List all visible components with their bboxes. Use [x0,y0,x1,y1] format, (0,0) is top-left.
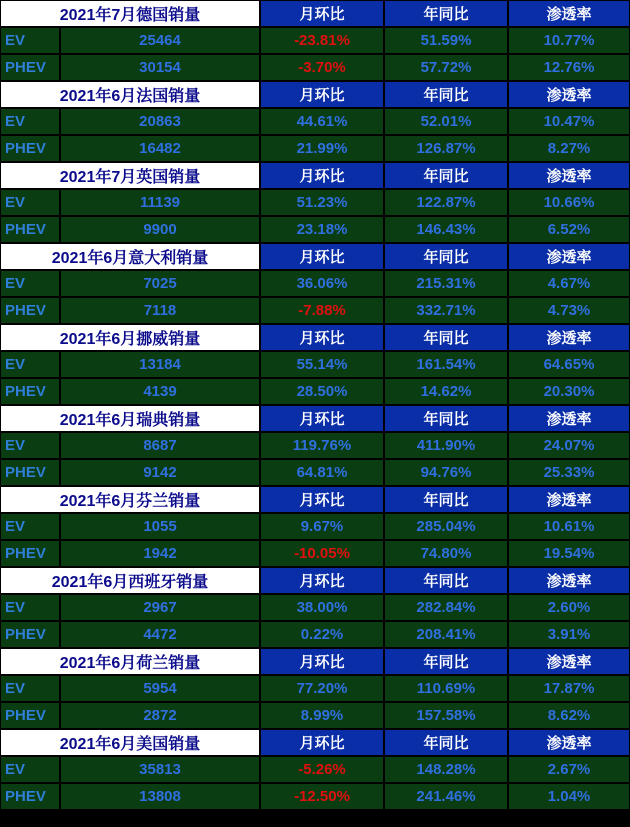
year-over-year-value: 332.71% [384,297,508,324]
sales-volume: 11139 [60,189,260,216]
column-header-metric3: 渗透率 [508,324,630,351]
sales-volume: 1055 [60,513,260,540]
year-over-year-value: 57.72% [384,54,508,81]
block-title: 2021年6月挪威销量 [0,324,260,351]
column-header-metric1: 月环比 [260,405,384,432]
penetration-rate-value: 20.30% [508,378,630,405]
sales-volume: 9900 [60,216,260,243]
block-title: 2021年6月法国销量 [0,81,260,108]
country-block [0,324,630,405]
year-over-year-value: 110.69% [384,675,508,702]
table-row [0,216,630,243]
powertrain-label: PHEV [0,540,60,567]
column-header-metric1: 月环比 [260,162,384,189]
penetration-rate-value: 10.47% [508,108,630,135]
penetration-rate-value: 3.91% [508,621,630,648]
column-header-metric1: 月环比 [260,243,384,270]
penetration-rate-value: 4.73% [508,297,630,324]
country-block [0,81,630,162]
month-over-month-value: 23.18% [260,216,384,243]
table-header-row [0,81,630,108]
sales-volume: 30154 [60,54,260,81]
penetration-rate-value: 10.61% [508,513,630,540]
sales-volume: 7118 [60,297,260,324]
table-row [0,675,630,702]
year-over-year-value: 208.41% [384,621,508,648]
year-over-year-value: 94.76% [384,459,508,486]
year-over-year-value: 14.62% [384,378,508,405]
penetration-rate-value: 25.33% [508,459,630,486]
year-over-year-value: 282.84% [384,594,508,621]
block-title: 2021年6月意大利销量 [0,243,260,270]
table-header-row [0,729,630,756]
penetration-rate-value: 8.62% [508,702,630,729]
column-header-metric2: 年同比 [384,162,508,189]
powertrain-label: PHEV [0,621,60,648]
column-header-metric1: 月环比 [260,0,384,27]
country-block [0,648,630,729]
year-over-year-value: 74.80% [384,540,508,567]
year-over-year-value: 411.90% [384,432,508,459]
month-over-month-value: -7.88% [260,297,384,324]
month-over-month-value: -12.50% [260,783,384,810]
powertrain-label: EV [0,27,60,54]
month-over-month-value: 77.20% [260,675,384,702]
column-header-metric2: 年同比 [384,0,508,27]
powertrain-label: PHEV [0,702,60,729]
block-title: 2021年6月芬兰销量 [0,486,260,513]
column-header-metric3: 渗透率 [508,648,630,675]
column-header-metric1: 月环比 [260,567,384,594]
table-header-row [0,0,630,27]
column-header-metric3: 渗透率 [508,0,630,27]
table-header-row [0,405,630,432]
penetration-rate-value: 12.76% [508,54,630,81]
year-over-year-value: 148.28% [384,756,508,783]
column-header-metric1: 月环比 [260,81,384,108]
block-title: 2021年7月德国销量 [0,0,260,27]
column-header-metric1: 月环比 [260,486,384,513]
column-header-metric2: 年同比 [384,648,508,675]
month-over-month-value: 119.76% [260,432,384,459]
penetration-rate-value: 10.77% [508,27,630,54]
table-header-row [0,162,630,189]
block-title: 2021年6月美国销量 [0,729,260,756]
month-over-month-value: 21.99% [260,135,384,162]
table-header-row [0,324,630,351]
month-over-month-value: -5.26% [260,756,384,783]
year-over-year-value: 157.58% [384,702,508,729]
table-row [0,540,630,567]
column-header-metric1: 月环比 [260,729,384,756]
table-row [0,513,630,540]
column-header-metric3: 渗透率 [508,81,630,108]
month-over-month-value: -3.70% [260,54,384,81]
penetration-rate-value: 2.67% [508,756,630,783]
block-title: 2021年6月瑞典销量 [0,405,260,432]
block-title: 2021年6月西班牙销量 [0,567,260,594]
column-header-metric3: 渗透率 [508,405,630,432]
column-header-metric2: 年同比 [384,81,508,108]
year-over-year-value: 51.59% [384,27,508,54]
penetration-rate-value: 6.52% [508,216,630,243]
powertrain-label: PHEV [0,378,60,405]
table-header-row [0,648,630,675]
block-title: 2021年7月英国销量 [0,162,260,189]
sales-volume: 8687 [60,432,260,459]
month-over-month-value: 8.99% [260,702,384,729]
sales-volume: 2872 [60,702,260,729]
powertrain-label: EV [0,351,60,378]
table-row [0,432,630,459]
table-header-row [0,486,630,513]
sales-volume: 4472 [60,621,260,648]
penetration-rate-value: 2.60% [508,594,630,621]
table-row [0,297,630,324]
month-over-month-value: 64.81% [260,459,384,486]
month-over-month-value: 51.23% [260,189,384,216]
table-header-row [0,567,630,594]
sales-volume: 4139 [60,378,260,405]
month-over-month-value: 55.14% [260,351,384,378]
sales-volume: 25464 [60,27,260,54]
sales-volume: 16482 [60,135,260,162]
column-header-metric2: 年同比 [384,324,508,351]
table-row [0,189,630,216]
month-over-month-value: 36.06% [260,270,384,297]
column-header-metric3: 渗透率 [508,162,630,189]
column-header-metric3: 渗透率 [508,729,630,756]
powertrain-label: PHEV [0,459,60,486]
month-over-month-value: -10.05% [260,540,384,567]
table-row [0,27,630,54]
powertrain-label: PHEV [0,297,60,324]
sales-volume: 35813 [60,756,260,783]
table-row [0,351,630,378]
sales-volume: 13184 [60,351,260,378]
powertrain-label: EV [0,108,60,135]
column-header-metric2: 年同比 [384,729,508,756]
sales-volume: 9142 [60,459,260,486]
year-over-year-value: 161.54% [384,351,508,378]
powertrain-label: EV [0,189,60,216]
country-block [0,486,630,567]
column-header-metric2: 年同比 [384,243,508,270]
table-header-row [0,243,630,270]
table-row [0,108,630,135]
table-row [0,783,630,810]
month-over-month-value: 44.61% [260,108,384,135]
column-header-metric1: 月环比 [260,648,384,675]
powertrain-label: EV [0,513,60,540]
month-over-month-value: -23.81% [260,27,384,54]
column-header-metric2: 年同比 [384,567,508,594]
table-row [0,459,630,486]
column-header-metric3: 渗透率 [508,567,630,594]
month-over-month-value: 38.00% [260,594,384,621]
sales-volume: 13808 [60,783,260,810]
powertrain-label: EV [0,594,60,621]
table-row [0,621,630,648]
penetration-rate-value: 19.54% [508,540,630,567]
table-row [0,756,630,783]
column-header-metric3: 渗透率 [508,486,630,513]
powertrain-label: EV [0,756,60,783]
year-over-year-value: 122.87% [384,189,508,216]
country-block [0,405,630,486]
table-row [0,702,630,729]
penetration-rate-value: 8.27% [508,135,630,162]
month-over-month-value: 28.50% [260,378,384,405]
table-row [0,54,630,81]
powertrain-label: PHEV [0,54,60,81]
sales-volume: 7025 [60,270,260,297]
powertrain-label: PHEV [0,216,60,243]
block-title: 2021年6月荷兰销量 [0,648,260,675]
column-header-metric3: 渗透率 [508,243,630,270]
country-block [0,243,630,324]
country-block [0,729,630,810]
month-over-month-value: 9.67% [260,513,384,540]
country-block [0,162,630,243]
sales-volume: 20863 [60,108,260,135]
table-row [0,135,630,162]
month-over-month-value: 0.22% [260,621,384,648]
country-block [0,0,630,81]
penetration-rate-value: 64.65% [508,351,630,378]
year-over-year-value: 241.46% [384,783,508,810]
penetration-rate-value: 1.04% [508,783,630,810]
column-header-metric2: 年同比 [384,405,508,432]
penetration-rate-value: 4.67% [508,270,630,297]
powertrain-label: EV [0,432,60,459]
year-over-year-value: 285.04% [384,513,508,540]
year-over-year-value: 215.31% [384,270,508,297]
year-over-year-value: 126.87% [384,135,508,162]
powertrain-label: PHEV [0,783,60,810]
sales-volume: 2967 [60,594,260,621]
penetration-rate-value: 24.07% [508,432,630,459]
sales-volume: 5954 [60,675,260,702]
powertrain-label: PHEV [0,135,60,162]
column-header-metric1: 月环比 [260,324,384,351]
year-over-year-value: 146.43% [384,216,508,243]
powertrain-label: EV [0,270,60,297]
country-block [0,567,630,648]
powertrain-label: EV [0,675,60,702]
penetration-rate-value: 10.66% [508,189,630,216]
sales-volume: 1942 [60,540,260,567]
table-row [0,594,630,621]
penetration-rate-value: 17.87% [508,675,630,702]
table-row [0,378,630,405]
year-over-year-value: 52.01% [384,108,508,135]
table-row [0,270,630,297]
column-header-metric2: 年同比 [384,486,508,513]
